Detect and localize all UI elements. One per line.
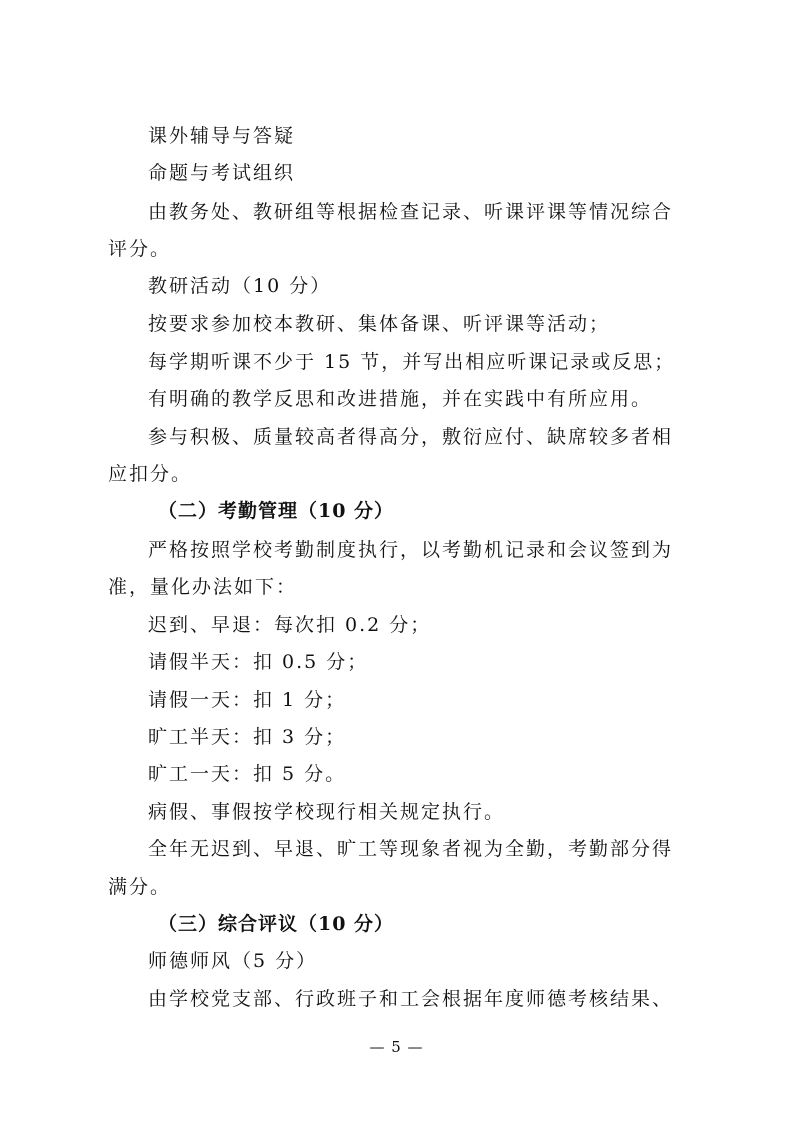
text-line: 有明确的教学反思和改进措施，并在实践中有所应用。: [148, 388, 653, 410]
text-line: 旷工一天：扣 5 分。: [148, 763, 347, 785]
text-line: 由教务处、教研组等根据检查记录、听课评课等情况综合: [148, 201, 674, 223]
text-line: 每学期听课不少于 15 节，并写出相应听课记录或反思；: [148, 351, 676, 373]
text-line: 由学校党支部、行政班子和工会根据年度师德考核结果、: [148, 988, 674, 1010]
text-line: 教研活动（10 分）: [148, 275, 332, 297]
section-heading: （二）考勤管理（10 分）: [158, 500, 395, 522]
text-line: 准，量化办法如下：: [108, 576, 298, 598]
text-line: 全年无迟到、早退、旷工等现象者视为全勤，考勤部分得: [148, 838, 674, 860]
text-line: 师德师风（5 分）: [148, 950, 318, 972]
text-line: 按要求参加校本教研、集体备课、听评课等活动；: [148, 313, 611, 335]
page-number: — 5 —: [369, 1038, 424, 1056]
text-line: 请假半天：扣 0.5 分；: [148, 651, 369, 673]
text-line: 命题与考试组织: [148, 162, 296, 184]
text-line: 病假、事假按学校现行相关规定执行。: [148, 801, 506, 823]
section-heading: （三）综合评议（10 分）: [158, 913, 395, 935]
text-line: 迟到、早退：每次扣 0.2 分；: [148, 614, 432, 636]
text-line: 旷工半天：扣 3 分；: [148, 726, 347, 748]
text-line: 评分。: [108, 238, 172, 260]
text-line: 请假一天：扣 1 分；: [148, 689, 347, 711]
text-line: 课外辅导与答疑: [148, 125, 296, 147]
text-line: 参与积极、质量较高者得高分，敷衍应付、缺席较多者相: [148, 426, 674, 448]
text-line: 满分。: [108, 876, 172, 898]
text-line: 严格按照学校考勤制度执行，以考勤机记录和会议签到为: [148, 539, 674, 561]
text-line: 应扣分。: [108, 463, 193, 485]
